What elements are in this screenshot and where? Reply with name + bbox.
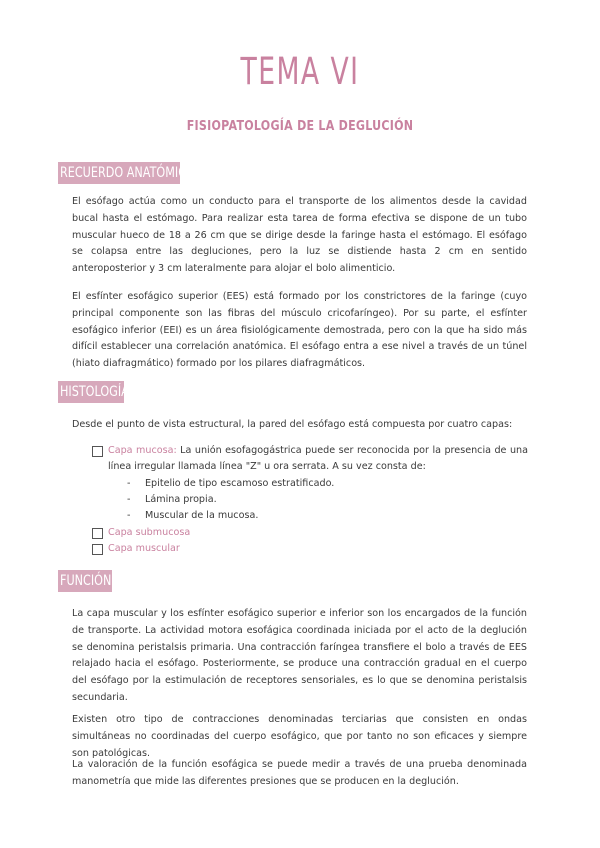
list-dash: - (127, 510, 131, 521)
list-dash: - (127, 478, 131, 489)
capa-mucosa-label: Capa mucosa: (108, 445, 177, 456)
capa-muscular-label: Capa muscular (108, 543, 180, 554)
recuerdo-paragraph-2: El esfínter esofágico superior (EES) está formado por los constrictores de la faringe (cuyo principal componente son las fibras del músculo cricofaríngeo). Por su parte, el esfínter esofágico inferior (EEI) es un área fisiológicamente demostrada, pero con la que ha sido más difícil establecer una correlación anatómica. El esófago entra a ese nivel a través de un túnel (hiato diafragmático) formado por los pilares diafragmáticos. (72, 291, 527, 370)
section-heading-recuerdo-label: RECUERDO ANATÓMICO (60, 165, 195, 181)
list-item-capa-submucosa (92, 525, 528, 541)
checkbox-capa-mucosa[interactable] (92, 446, 103, 457)
section-heading-histologia (58, 381, 129, 403)
capa-submucosa-label: Capa submucosa (108, 527, 191, 538)
checkbox-capa-muscular[interactable] (92, 544, 103, 555)
section-heading-funcion (58, 570, 112, 592)
list-dash: - (127, 494, 131, 505)
page-subtitle: FISIOPATOLOGÍA DE LA DEGLUCIÓN (186, 118, 414, 134)
funcion-paragraph-3: La valoración de la función esofágica se puede medir a través de una prueba denominada manometría que mide las diferentes presiones que se producen en la deglución. (72, 759, 527, 787)
funcion-paragraph-2: Existen otro tipo de contracciones denominadas terciarias que consisten en ondas simultáneas no coordinadas del cuerpo esofágico, que por tanto no son eficaces y siempre son patológicas. (72, 714, 527, 759)
sublist-item-1-text: Epitelio de tipo escamoso estratificado. (145, 478, 335, 489)
sublist-item-2-text: Lámina propia. (145, 494, 217, 505)
section-heading-funcion-label: FUNCIÓN (60, 573, 112, 589)
recuerdo-paragraph-1: El esófago actúa como un conducto para el transporte de los alimentos desde la cavidad bucal hasta el estómago. Para realizar esta tarea de forma efectiva se dispone de un tubo muscular hueco de 18 a 26 cm que se dirige desde la faringe hasta el estómago. El esófago se colapsa entre las degluciones, pero la luz se distiende hasta 2 cm en sentido anteroposterior y 3 cm lateralmente para alojar el bolo alimenticio. (72, 196, 527, 275)
list-item-capa-muscular (92, 541, 528, 557)
histologia-intro: Desde el punto de vista estructural, la pared del esófago está compuesta por cuatro capas: (72, 419, 513, 430)
funcion-paragraph-1: La capa muscular y los esfínter esofágico superior e inferior son los encargados de la función de transporte. La actividad motora esofágica coordinada iniciada por el acto de la deglución se denomina peristalsis primaria. Una contracción faríngea transfiere el bolo a través de EES relajado hacia el esófago. Posteriormente, se produce una contracción gradual en el cuerpo del esófago por la estimulación de receptores sensoriales, es lo que se denomina peristalsis secundaria. (72, 608, 527, 703)
checkbox-capa-submucosa[interactable] (92, 528, 103, 539)
capa-mucosa-text: La unión esofagogástrica puede ser reconocida por la presencia de una línea irregular llamada línea "Z" u ora serrata. A su vez consta de: (108, 445, 528, 473)
list-item-capa-mucosa (92, 443, 528, 477)
section-heading-recuerdo (58, 162, 195, 184)
section-heading-histologia-label: HISTOLOGÍA (60, 384, 129, 400)
sublist-item-3-text: Muscular de la mucosa. (145, 510, 259, 521)
capa-mucosa-description (108, 443, 528, 476)
page-title: TEMA VI (240, 50, 360, 93)
